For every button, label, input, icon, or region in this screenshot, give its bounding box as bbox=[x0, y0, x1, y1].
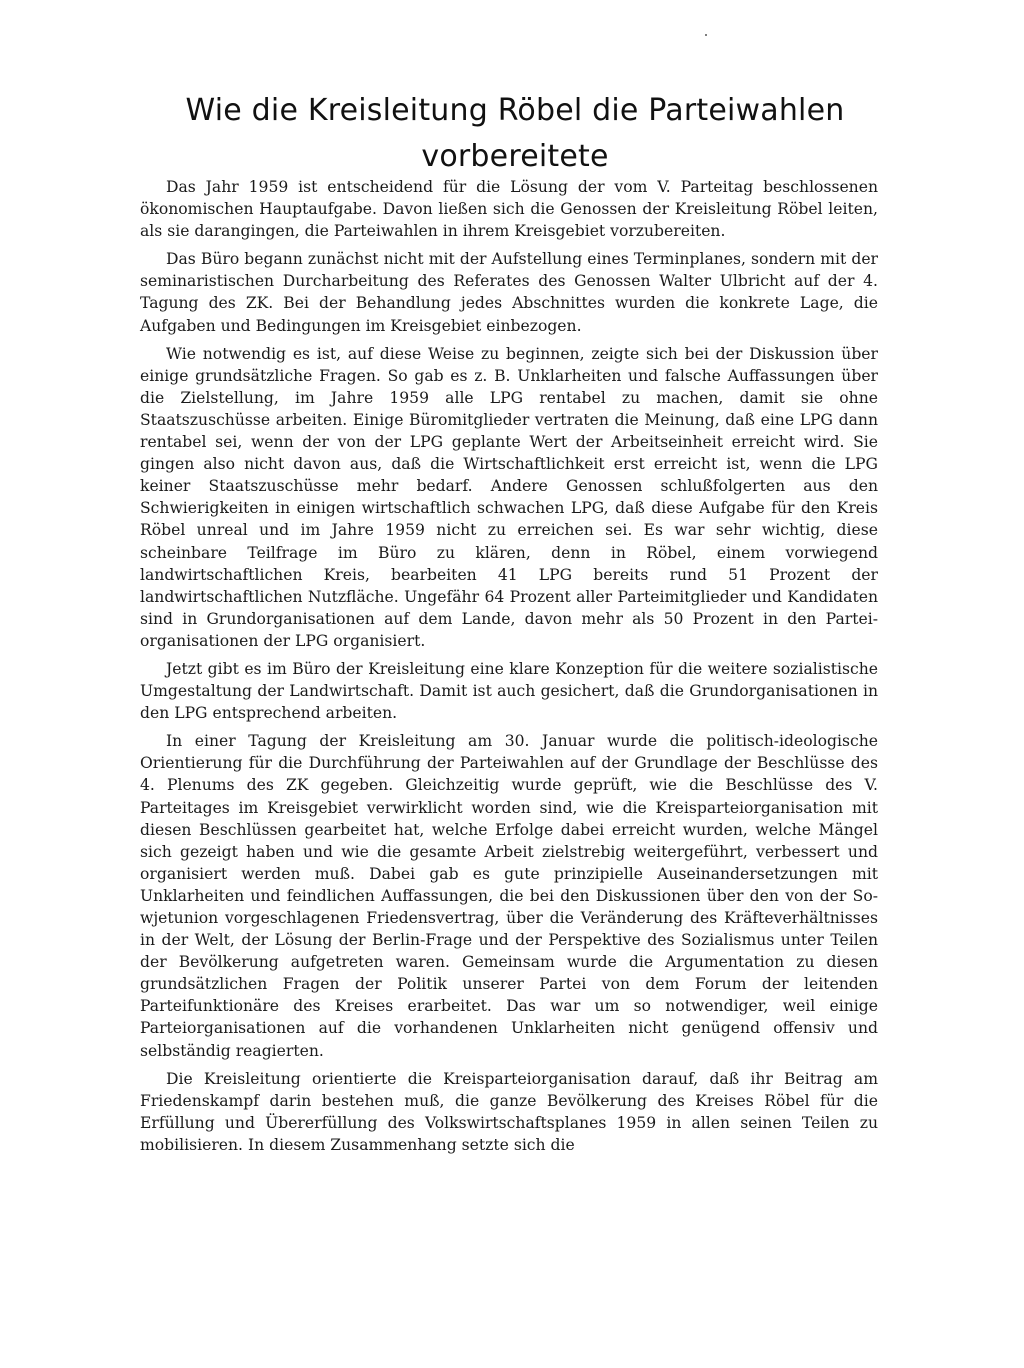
paragraph-4: Jetzt gibt es im Büro der Kreisleitung eine klare Konzeption für die weitere sozialistische Umgestaltung der Landwirtschaft. Damit ist auch gesichert, daß die Grundorganisationen in den LPG entsprechend arbeiten. bbox=[140, 659, 878, 723]
paragraph-6: Die Kreisleitung orientierte die Kreisparteiorganisation darauf, daß ihr Beitrag am Friedenskampf darin bestehen muß, die ganze Bevölkerung des Kreises Röbel für die Erfüllung und Übererfüllung des Volkswirtschaftsplanes 1959 in allen seinen Teilen zu mobilisieren. In diesem Zusammenhang setzte sich die bbox=[140, 1069, 878, 1154]
paragraph-5: In einer Tagung der Kreisleitung am 30. Januar wurde die politisch-ideologische Orientierung für die Durchführung der Parteiwahlen auf der Grundlage der Beschlüsse des 4. Plenums des ZK gegeben. Gleichzeitig wurde geprüft, wie die Beschlüsse des V. Parteitages im Kreisgebiet verwirklicht worden sind, wie die Kreisparteiorganisation mit diesen Beschlüssen gearbeitet hat, welche Erfolge dabei erreicht wurden, welche Mängel sich gezeigt haben und wie die gesamte Arbeit zielstrebig weitergeführt, verbessert und organisiert werden muß. Dabei gab es gute prinzipielle Auseinandersetzungen mit Unklarheiten und feindlichen Auffassungen, die bei den Diskussionen über den von der Sowjetunion vorgeschlagenen Friedensvertrag, über die Veränderung des Kräfteverhältnisses in der Welt, der Lösung der Berlin-Frage und der Perspektive des Sozialismus unter Teilen der Bevölkerung aufgetreten waren. Gemeinsam wurde die Argumentation zu diesen grundsätzlichen Fragen der Politik unserer Partei von dem Forum der leitenden Parteifunktionäre des Kreises erarbeitet. Das war um so notwendiger, weil einige Parteiorganisationen auf die vorhandenen Unklarheiten nicht genügend offensiv und selbständig reagierten. bbox=[140, 732, 878, 1060]
paragraph-3: Wie notwendig es ist, auf diese Weise zu beginnen, zeigte sich bei der Diskussion über einige grundsätzliche Fragen. So gab es z. B. Unklarheiten und falsche Auffassungen über die Zielstellung, im Jahre 1959 alle LPG rentabel zu machen, damit sie ohne Staatszuschüsse arbeiten. Einige Büromitglieder vertraten die Meinung, daß eine LPG dann rentabel sei, wenn der von der LPG geplante Wert der Arbeitseinheit erreicht wird. Sie gingen also nicht davon aus, daß die Wirtschaftlichkeit erst erreicht ist, wenn die LPG keiner Staatszuschüsse mehr bedarf. Andere Genossen schlußfolgerten aus den Schwierigkeiten in einigen wirtschaftlich schwachen LPG, daß diese Aufgabe für den Kreis Röbel unreal und im Jahre 1959 nicht zu erreichen sei. Es war sehr wichtig, diese scheinbare Teilfrage im Büro zu klären, denn in Röbel, einem vorwiegend landwirtschaftlichen Kreis, bearbeiten 41 LPG bereits rund 51 Prozent der landwirtschaftlichen Nutzfläche. Ungefähr 64 Prozent aller Parteimitglieder und Kandidaten sind in Grundorganisationen auf dem Lande, davon mehr als 50 Prozent in den Parteiorganisationen der LPG organisiert. bbox=[140, 344, 878, 650]
title-line-1: Wie die Kreisleitung Röbel die Parteiwahlen bbox=[185, 93, 845, 128]
paragraph-1: Das Jahr 1959 ist entscheidend für die Lösung der vom V. Parteitag beschlossenen ökonomischen Hauptaufgabe. Davon ließen sich die Genossen der Kreisleitung Röbel leiten, als sie darangingen, die Parteiwahlen in ihrem Kreisgebiet vorzubereiten. bbox=[140, 178, 878, 241]
page-title bbox=[140, 88, 890, 180]
title-line-2: vorbereitete bbox=[421, 139, 609, 174]
scan-speck bbox=[705, 34, 707, 36]
article-body bbox=[140, 176, 878, 1162]
paragraph-2: Das Büro begann zunächst nicht mit der Aufstellung eines Terminplanes, sondern mit der seminaristischen Durcharbeitung des Referates des Genossen Walter Ulbricht auf der 4. Tagung des ZK. Bei der Behandlung jedes Abschnittes wurden die konkrete Lage, die Aufgaben und Bedingungen im Kreisgebiet einbezogen. bbox=[140, 250, 878, 335]
